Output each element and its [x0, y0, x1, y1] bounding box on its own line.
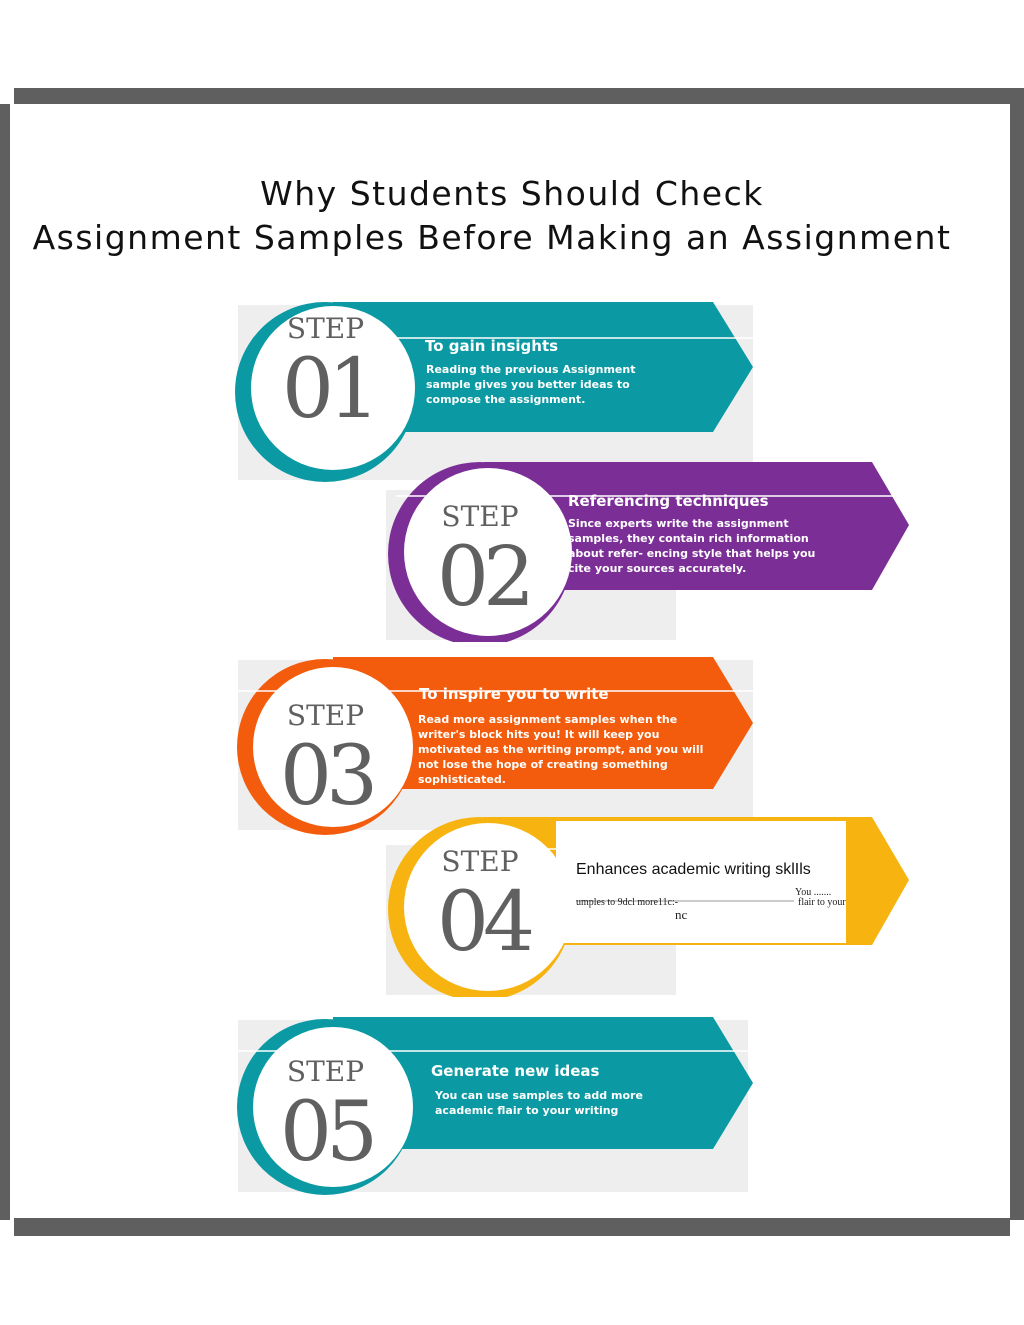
frame-top-border	[14, 88, 1010, 104]
step-04-text-left: umples to 9dcl more11c:-	[576, 897, 679, 908]
step-05-card	[233, 1015, 755, 1197]
step-04-text-right-bottom: flair to your	[798, 897, 846, 908]
step-02-heading: Referencing techniques	[568, 492, 769, 510]
step-04-number: 04	[436, 875, 530, 970]
step-01-heading: To gain insights	[425, 337, 559, 355]
page-title-line-2: Assignment Samples Before Making an Assignment	[32, 218, 952, 257]
step-02-card	[386, 460, 910, 642]
step-03-card	[233, 655, 755, 835]
step-05-heading: Generate new ideas	[431, 1062, 600, 1080]
step-01-label: STEP	[286, 312, 365, 345]
step-02-label: STEP	[441, 500, 519, 533]
step-04-card	[386, 815, 910, 997]
step-05-number: 05	[279, 1085, 373, 1180]
step-01-card	[233, 300, 755, 485]
step-02-text: Since experts write the assignment samples, they contain rich information about refer- encing style that helps you cite your sources accurately.	[568, 517, 816, 575]
step-05-text: You can use samples to add more academic flair to your writing	[435, 1089, 643, 1117]
step-05-label: STEP	[286, 1055, 365, 1088]
step-04-label: STEP	[441, 845, 519, 878]
frame-right-border	[1010, 88, 1024, 1220]
step-02-number: 02	[436, 530, 530, 625]
step-01-number: 01	[281, 342, 375, 437]
step-04-text-right-top: You .......	[795, 887, 832, 898]
step-03-heading: To inspire you to write	[419, 685, 609, 703]
step-03-text: Read more assignment samples when the writer's block hits you! It will keep you motivated as the writing prompt, and you will not lose the hope of creating something sophisticated.	[418, 713, 704, 786]
step-04-heading: Enhances academic writing sklIls	[576, 861, 811, 878]
step-01-text: Reading the previous Assignment sample gives you better ideas to compose the assignment.	[426, 363, 636, 406]
page-title-line-1: Why Students Should Check	[260, 174, 764, 213]
frame-left-border	[0, 104, 10, 1220]
step-03-label: STEP	[286, 699, 365, 732]
step-04-text-bottom: nc	[675, 907, 688, 922]
step-03-number: 03	[279, 729, 373, 824]
frame-bottom-border	[14, 1218, 1010, 1236]
